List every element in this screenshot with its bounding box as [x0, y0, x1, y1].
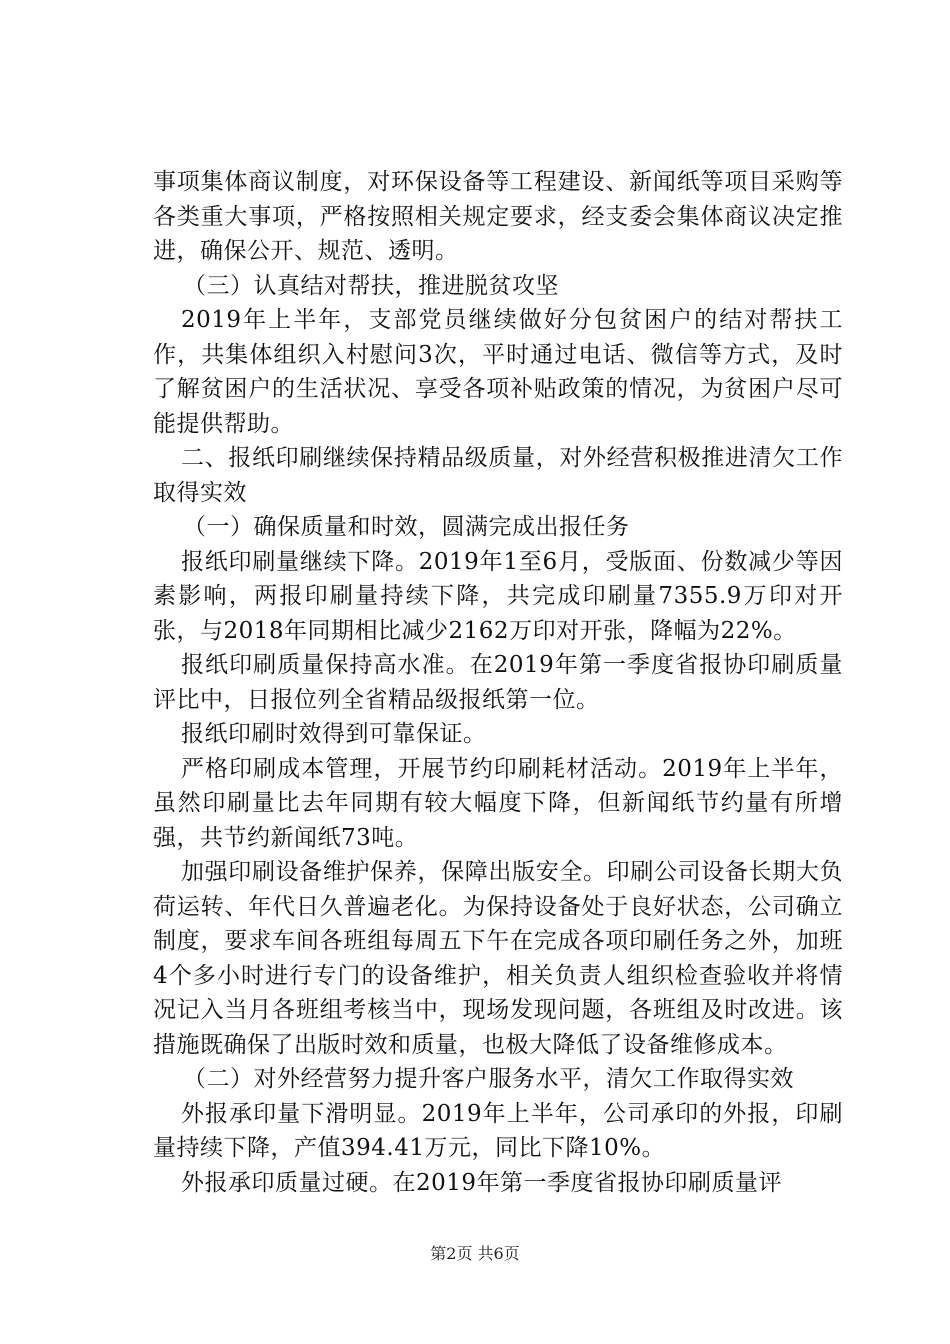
section-heading: （三）认真结对帮扶，推进脱贫攻坚 [183, 272, 559, 299]
paragraph: 事项集体商议制度，对环保设备等工程建设、新闻纸等项目采购等各类重大事项，严格按照相关规定要求，经支委会集体商议决定推进，确保公开、规范、透明。 [153, 169, 843, 264]
subsection-heading: （一）确保质量和时效，圆满完成出报任务 [183, 514, 630, 540]
paragraph: 加强印刷设备维护保养，保障出版安全。印刷公司设备长期大负荷运转、年代日久普遍老化。为保持设备处于良好状态，公司确立制度，要求车间各班组每周五下午在完成各项印刷任务之外，加班4个多小时进行专门的设备维护，相关负责人组织检查验收并将情况记入当月各班组考核当中，现场发现问题，各班组及时改进。该措施既确保了出版时效和质量，也极大降低了设备维修成本。 [153, 859, 843, 1058]
page-number-footer: 第2页 共6页 [430, 1244, 520, 1263]
paragraph: 2019年上半年，支部党员继续做好分包贫困户的结对帮扶工作，共集体组织入村慰问3次，平时通过电话、微信等方式，及时了解贫困户的生活状况、享受各项补贴政策的情况，为贫困户尽可能提供帮助。 [153, 307, 843, 437]
paragraph: 外报承印量下滑明显。2019年上半年，公司承印的外报，印刷量持续下降，产值394.41万元，同比下降10%。 [153, 1100, 843, 1161]
document-body [153, 165, 843, 1200]
paragraph: 外报承印质量过硬。在2019年第一季度省报协印刷质量评 [181, 1169, 783, 1196]
paragraph: 严格印刷成本管理，开展节约印刷耗材活动。2019年上半年，虽然印刷量比去年同期有较大幅度下降，但新闻纸节约量有所增强，共节约新闻纸73吨。 [153, 755, 843, 851]
section-heading: 二、报纸印刷继续保持精品级质量，对外经营积极推进清欠工作取得实效 [153, 445, 843, 506]
subsection-heading: （二）对外经营努力提升客户服务水平，清欠工作取得实效 [183, 1066, 794, 1092]
paragraph: 报纸印刷时效得到可靠保证。 [181, 721, 487, 747]
paragraph: 报纸印刷量继续下降。2019年1至6月，受版面、份数减少等因素影响，两报印刷量持续下降，共完成印刷量7355.9万印对开张，与2018年同期相比减少2162万印对开张，降幅为22%。 [153, 548, 843, 644]
paragraph: 报纸印刷质量保持高水准。在2019年第一季度省报协印刷质量评比中，日报位列全省精品级报纸第一位。 [153, 652, 843, 713]
